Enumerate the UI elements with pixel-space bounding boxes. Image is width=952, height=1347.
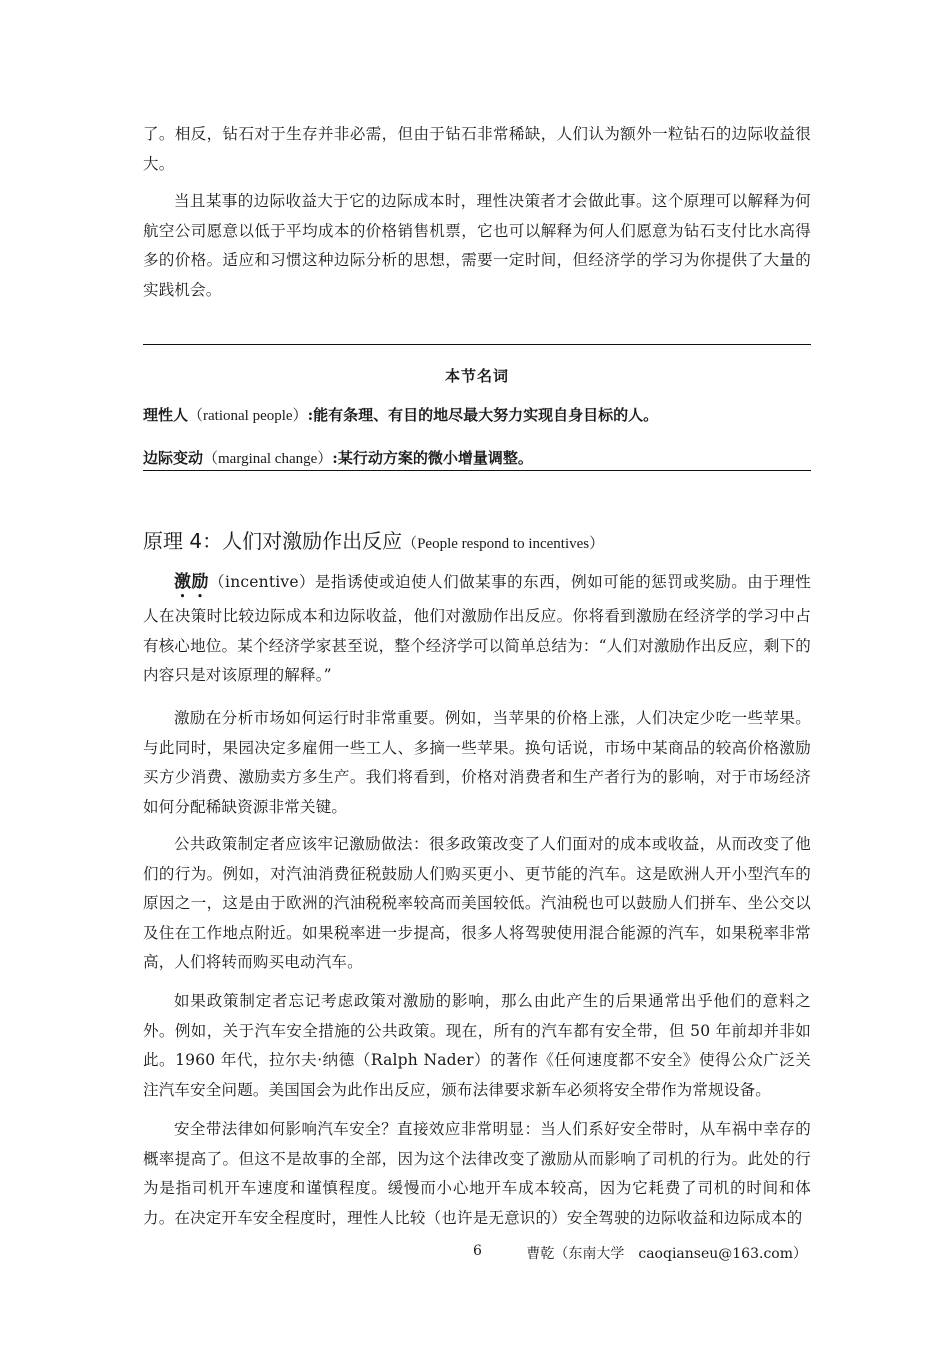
paragraph-4 xyxy=(143,704,811,822)
terms-box-top-rule xyxy=(143,344,811,345)
term-2-name: 边际变动 xyxy=(143,449,204,467)
incentive-keyword: 激励 xyxy=(174,572,210,592)
paragraph-1 xyxy=(143,120,811,179)
terms-box-title: 本节名词 xyxy=(444,367,509,385)
paragraph-6-text: 如果政策制定者忘记考虑政策对激励的影响，那么由此产生的后果通常出乎他们的意料之外。例如，关于汽车安全措施的公共政策。现在，所有的汽车都有安全带，但 50 年前却并非如此。1960 年代，拉尔夫·纳德（Ralph Nader）的著作《任何速度都不安全》使得公众广泛关注汽车安全问题。美国国会为此作出反应，颁布法律要求新车必须将安全带作为常规设备。 xyxy=(143,992,811,1099)
section-heading-text: 原理 4：人们对激励作出反应 xyxy=(143,529,403,553)
paragraph-2-text: 当且某事的边际收益大于它的边际成本时，理性决策者才会做此事。这个原理可以解释为何航空公司愿意以低于平均成本的价格销售机票，它也可以解释为何人们愿意为钻石支付比水高得多的价格。适应和习惯这种边际分析的思想，需要一定时间，但经济学的学习为你提供了大量的实践机会。 xyxy=(143,192,811,299)
paragraph-7 xyxy=(143,1115,811,1233)
term-1-english: （rational people） xyxy=(188,408,308,424)
paragraph-7-text: 安全带法律如何影响汽车安全？直接效应非常明显：当人们系好安全带时，从车祸中幸存的概率提高了。但这不是故事的全部，因为这个法律改变了激励从而影响了司机的行为。此处的行为是指司机开车速度和谨慎程度。缓慢而小心地开车成本较高，因为它耗费了司机的时间和体力。在决定开车安全程度时，理性人比较（也许是无意识的）安全驾驶的边际收益和边际成本的 xyxy=(143,1120,811,1227)
section-heading-english: （People respond to incentives） xyxy=(402,536,605,552)
paragraph-5 xyxy=(143,830,811,978)
paragraph-5-text: 公共政策制定者应该牢记激励做法：很多政策改变了人们面对的成本或收益，从而改变了他们的行为。例如，对汽油消费征税鼓励人们购买更小、更节能的汽车。这是欧洲人开小型汽车的原因之一，这是由于欧洲的汽油税税率较高而美国较低。汽油税也可以鼓励人们拼车、坐公交以及住在工作地点附近。如果税率进一步提高，很多人将驾驶使用混合能源的汽车，如果税率非常高，人们将转而购买电动汽车。 xyxy=(143,835,811,971)
paragraph-2 xyxy=(143,187,811,305)
paragraph-3-rest: （incentive）是指诱使或迫使人们做某事的东西，例如可能的惩罚或奖励。由于理性人在决策时比较边际成本和边际收益，他们对激励作出反应。你将看到激励在经济学的学习中占有核心地位。某个经济学家甚至说，整个经济学可以简单总结为：“人们对激励作出反应，剩下的内容只是对该原理的解释。” xyxy=(143,573,812,684)
term-2-definition: :某行动方案的微小增量调整。 xyxy=(332,449,533,467)
term-2-english: （marginal change） xyxy=(203,451,333,467)
paragraph-4-text: 激励在分析市场如何运行时非常重要。例如，当苹果的价格上涨，人们决定少吃一些苹果。与此同时，果园决定多雇佣一些工人、多摘一些苹果。换句话说，市场中某商品的较高价格激励买方少消费、激励卖方多生产。我们将看到，价格对消费者和生产者行为的影响，对于市场经济如何分配稀缺资源非常关键。 xyxy=(143,709,811,816)
paragraph-6 xyxy=(143,987,811,1105)
footer-author: 曹乾（东南大学 caoqianseu@163.com） xyxy=(526,1246,807,1262)
term-rational-people xyxy=(143,405,811,426)
term-1-definition: :能有条理、有目的地尽最大努力实现自身目标的人。 xyxy=(307,406,659,424)
section-heading xyxy=(143,527,811,558)
paragraph-1-text: 了。相反，钻石对于生存并非必需，但由于钻石非常稀缺，人们认为额外一粒钻石的边际收益很大。 xyxy=(143,125,811,173)
term-marginal-change xyxy=(143,448,811,469)
paragraph-3-text xyxy=(143,568,811,691)
page-number: 6 xyxy=(473,1243,482,1259)
paragraph-3 xyxy=(143,568,811,691)
terms-box-bottom-rule xyxy=(143,470,811,471)
term-1-name: 理性人 xyxy=(143,406,189,424)
